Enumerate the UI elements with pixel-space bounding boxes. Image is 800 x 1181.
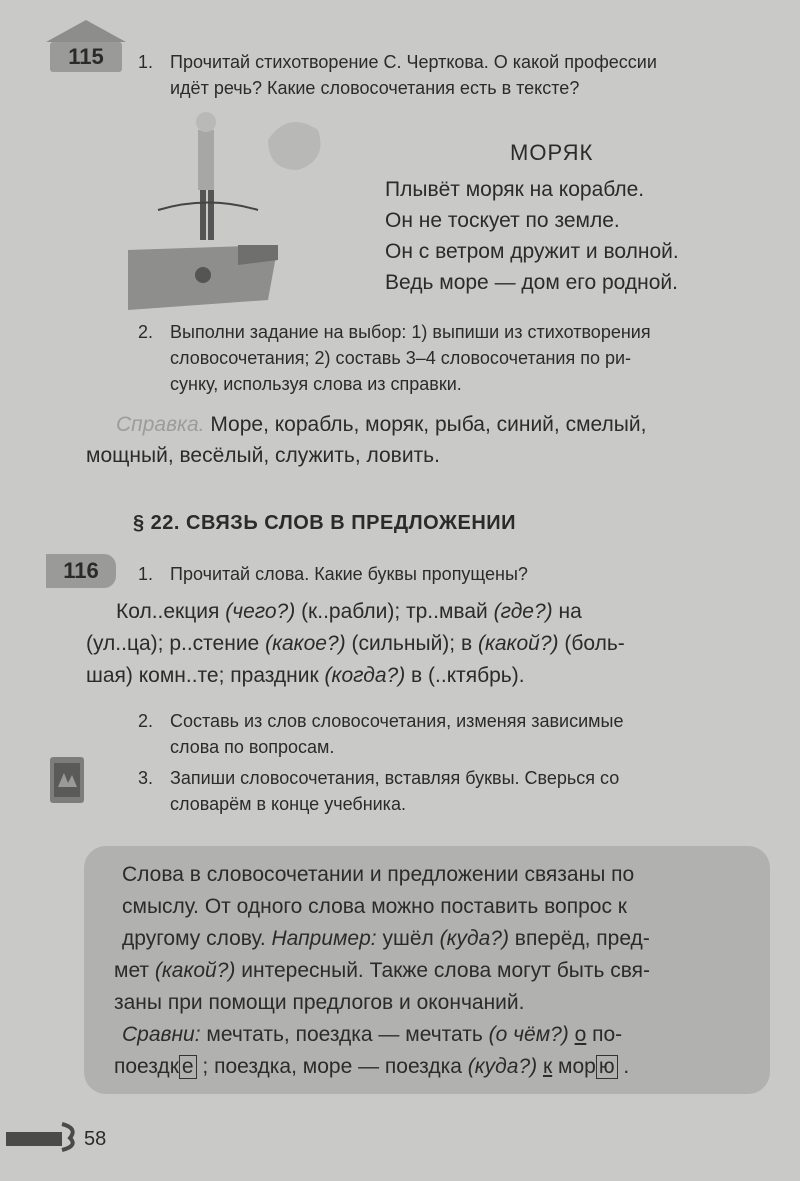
task-instruction: словарём в конце учебника. — [170, 794, 406, 814]
poem-title: МОРЯК — [510, 140, 594, 165]
rule-text: мет — [114, 959, 155, 982]
task-instruction: Выполни задание на выбор: 1) выпиши из стихотворения — [170, 322, 651, 342]
task-instruction: слова по вопросам. — [170, 737, 335, 757]
rule-text: ушёл — [376, 927, 440, 950]
rule-text: вперёд, пред- — [508, 927, 650, 950]
preposition: о — [574, 1023, 587, 1046]
rule-text: мор — [552, 1055, 596, 1078]
question-word: (какой?) — [154, 959, 236, 982]
exercise-text: (ул..ца); р..стение — [86, 632, 266, 655]
question-word: (где?) — [493, 600, 553, 623]
ending-box: ю — [596, 1055, 618, 1079]
rule-line — [122, 923, 650, 955]
rule-text: ; поездка, море — поездка — [196, 1055, 468, 1078]
task-instruction: словосочетания; 2) составь 3–4 словосочетания по ри- — [170, 348, 632, 368]
notebook-icon — [50, 757, 84, 803]
rule-text: по- — [586, 1023, 623, 1046]
rule-text: интересный. Также слова могут быть свя- — [235, 959, 651, 982]
exercise-text: в (..ктябрь). — [405, 664, 525, 687]
exercise-text: (к..рабли); тр..мвай — [295, 600, 494, 623]
task-instruction: Прочитай стихотворение С. Черткова. О какой профессии — [170, 52, 657, 72]
question-word: (куда?) — [439, 927, 509, 950]
task-item-number: 2. — [138, 322, 154, 342]
exercise-text: (боль- — [558, 632, 625, 655]
rule-line: Слова в словосочетании и предложении связаны по — [122, 863, 635, 886]
task-item-number: 1. — [138, 564, 154, 584]
task-number-badge: 115 — [50, 42, 122, 72]
reference-label: Справка. — [116, 413, 205, 436]
poem-line: Он не тоскует по земле. — [385, 209, 620, 232]
rule-line — [114, 955, 650, 987]
rule-text: . — [617, 1055, 630, 1078]
exercise-line — [116, 596, 582, 628]
reference-words: Море, корабль, моряк, рыба, синий, смелый, — [210, 413, 647, 436]
task-item-number: 1. — [138, 52, 154, 72]
page-number: 58 — [84, 1128, 107, 1150]
question-word: (куда?) — [467, 1055, 538, 1078]
exercise-text: (сильный); в — [345, 632, 478, 655]
exercise-text: на — [552, 600, 582, 623]
question-word: (чего?) — [225, 600, 296, 623]
poem-line: Он с ветром дружит и волной. — [385, 240, 679, 263]
rule-emphasis: Сравни: — [122, 1023, 201, 1046]
rule-text: другому слову. — [122, 927, 272, 950]
page-corner-ornament — [6, 1114, 78, 1154]
ending-box: е — [179, 1055, 197, 1079]
rule-line — [114, 1051, 629, 1083]
reference-line — [116, 409, 646, 441]
task-instruction: идёт речь? Какие словосочетания есть в тексте? — [170, 78, 580, 98]
task-instruction: Прочитай слова. Какие буквы пропущены? — [170, 564, 528, 584]
rule-line: смыслу. От одного слова можно поставить вопрос к — [122, 895, 627, 918]
task-instruction: сунку, используя слова из справки. — [170, 374, 462, 394]
house-roof-icon — [46, 20, 126, 42]
rule-text: поездк — [114, 1055, 179, 1078]
question-word: (о чём?) — [488, 1023, 569, 1046]
rule-line — [122, 1019, 622, 1051]
poem-line: Ведь море — дом его родной. — [385, 271, 678, 294]
preposition: к — [542, 1055, 553, 1078]
sailor-ship-illustration — [128, 100, 328, 320]
poem-line: Плывёт моряк на корабле. — [385, 178, 645, 201]
exercise-text: Кол..екция — [116, 600, 226, 623]
question-word: (какой?) — [477, 632, 559, 655]
exercise-line — [86, 628, 625, 660]
exercise-line — [86, 660, 525, 692]
task-instruction: Составь из слов словосочетания, изменяя зависимые — [170, 711, 624, 731]
question-word: (какое?) — [265, 632, 346, 655]
task-number-badge: 116 — [46, 554, 116, 588]
reference-line: мощный, весёлый, служить, ловить. — [86, 444, 440, 467]
section-title: § 22. СВЯЗЬ СЛОВ В ПРЕДЛОЖЕНИИ — [133, 512, 517, 534]
exercise-text: шая) комн..те; праздник — [86, 664, 325, 687]
rule-emphasis: Например: — [271, 927, 377, 950]
rule-text: мечтать, поездка — мечтать — [200, 1023, 489, 1046]
task-item-number: 2. — [138, 711, 154, 731]
rule-line: заны при помощи предлогов и окончаний. — [114, 991, 525, 1014]
task-instruction: Запиши словосочетания, вставляя буквы. Сверься со — [170, 768, 620, 788]
task-item-number: 3. — [138, 768, 154, 788]
question-word: (когда?) — [324, 664, 406, 687]
